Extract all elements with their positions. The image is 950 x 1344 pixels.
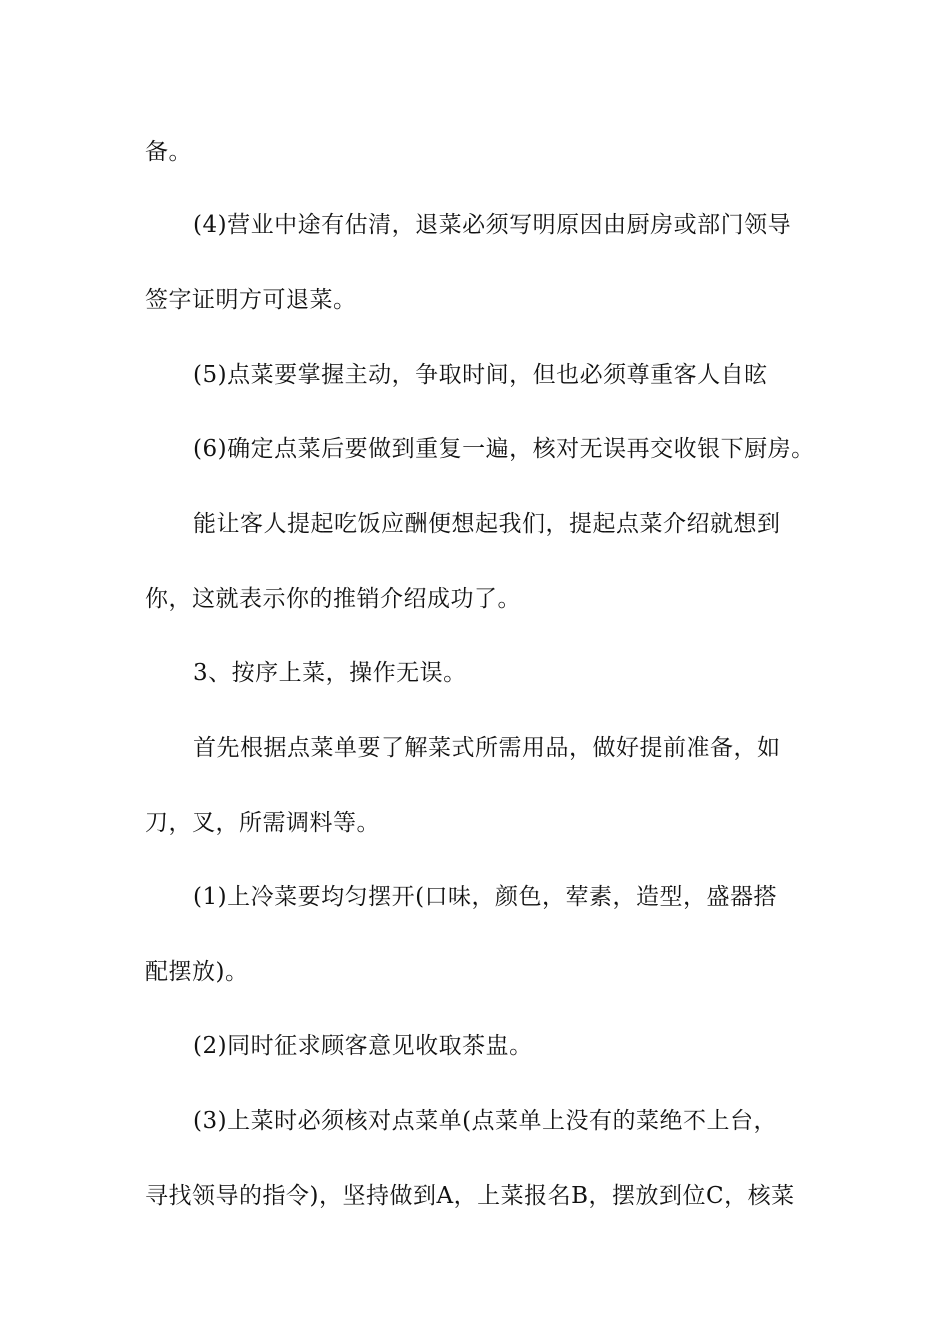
text-line-9: 首先根据点菜单要了解菜式所需用品，做好提前准备，如 bbox=[193, 735, 781, 761]
text-line-12: 配摆放)。 bbox=[145, 959, 249, 985]
text-line-4: (5)点菜要掌握主动，争取时间，但也必须尊重客人自昡 bbox=[193, 362, 768, 388]
text-line-7: 你，这就表示你的推销介绍成功了。 bbox=[145, 586, 521, 612]
text-line-5: (6)确定点菜后要做到重复一遍，核对无误再交收银下厨房。 bbox=[193, 436, 815, 462]
text-line-13: (2)同时征求顾客意见收取茶盅。 bbox=[193, 1033, 533, 1059]
text-line-10: 刀，叉，所需调料等。 bbox=[145, 810, 380, 836]
text-line-2: (4)营业中途有估清，退菜必须写明原因由厨房或部门领导 bbox=[193, 212, 792, 238]
text-line-1: 备。 bbox=[145, 139, 192, 165]
text-line-11: (1)上冷菜要均匀摆开(口味，颜色，荤素，造型，盛器搭 bbox=[193, 884, 778, 910]
text-line-6: 能让客人提起吃饭应酬便想起我们，提起点菜介绍就想到 bbox=[193, 511, 781, 537]
text-line-14: (3)上菜时必须核对点菜单(点菜单上没有的菜绝不上台， bbox=[193, 1108, 778, 1134]
text-line-3: 签字证明方可退菜。 bbox=[145, 287, 357, 313]
text-line-8: 3、按序上菜，操作无误。 bbox=[193, 660, 467, 686]
text-line-15: 寻找领导的指令)，坚持做到A，上菜报名B，摆放到位C，核菜 bbox=[145, 1183, 795, 1209]
